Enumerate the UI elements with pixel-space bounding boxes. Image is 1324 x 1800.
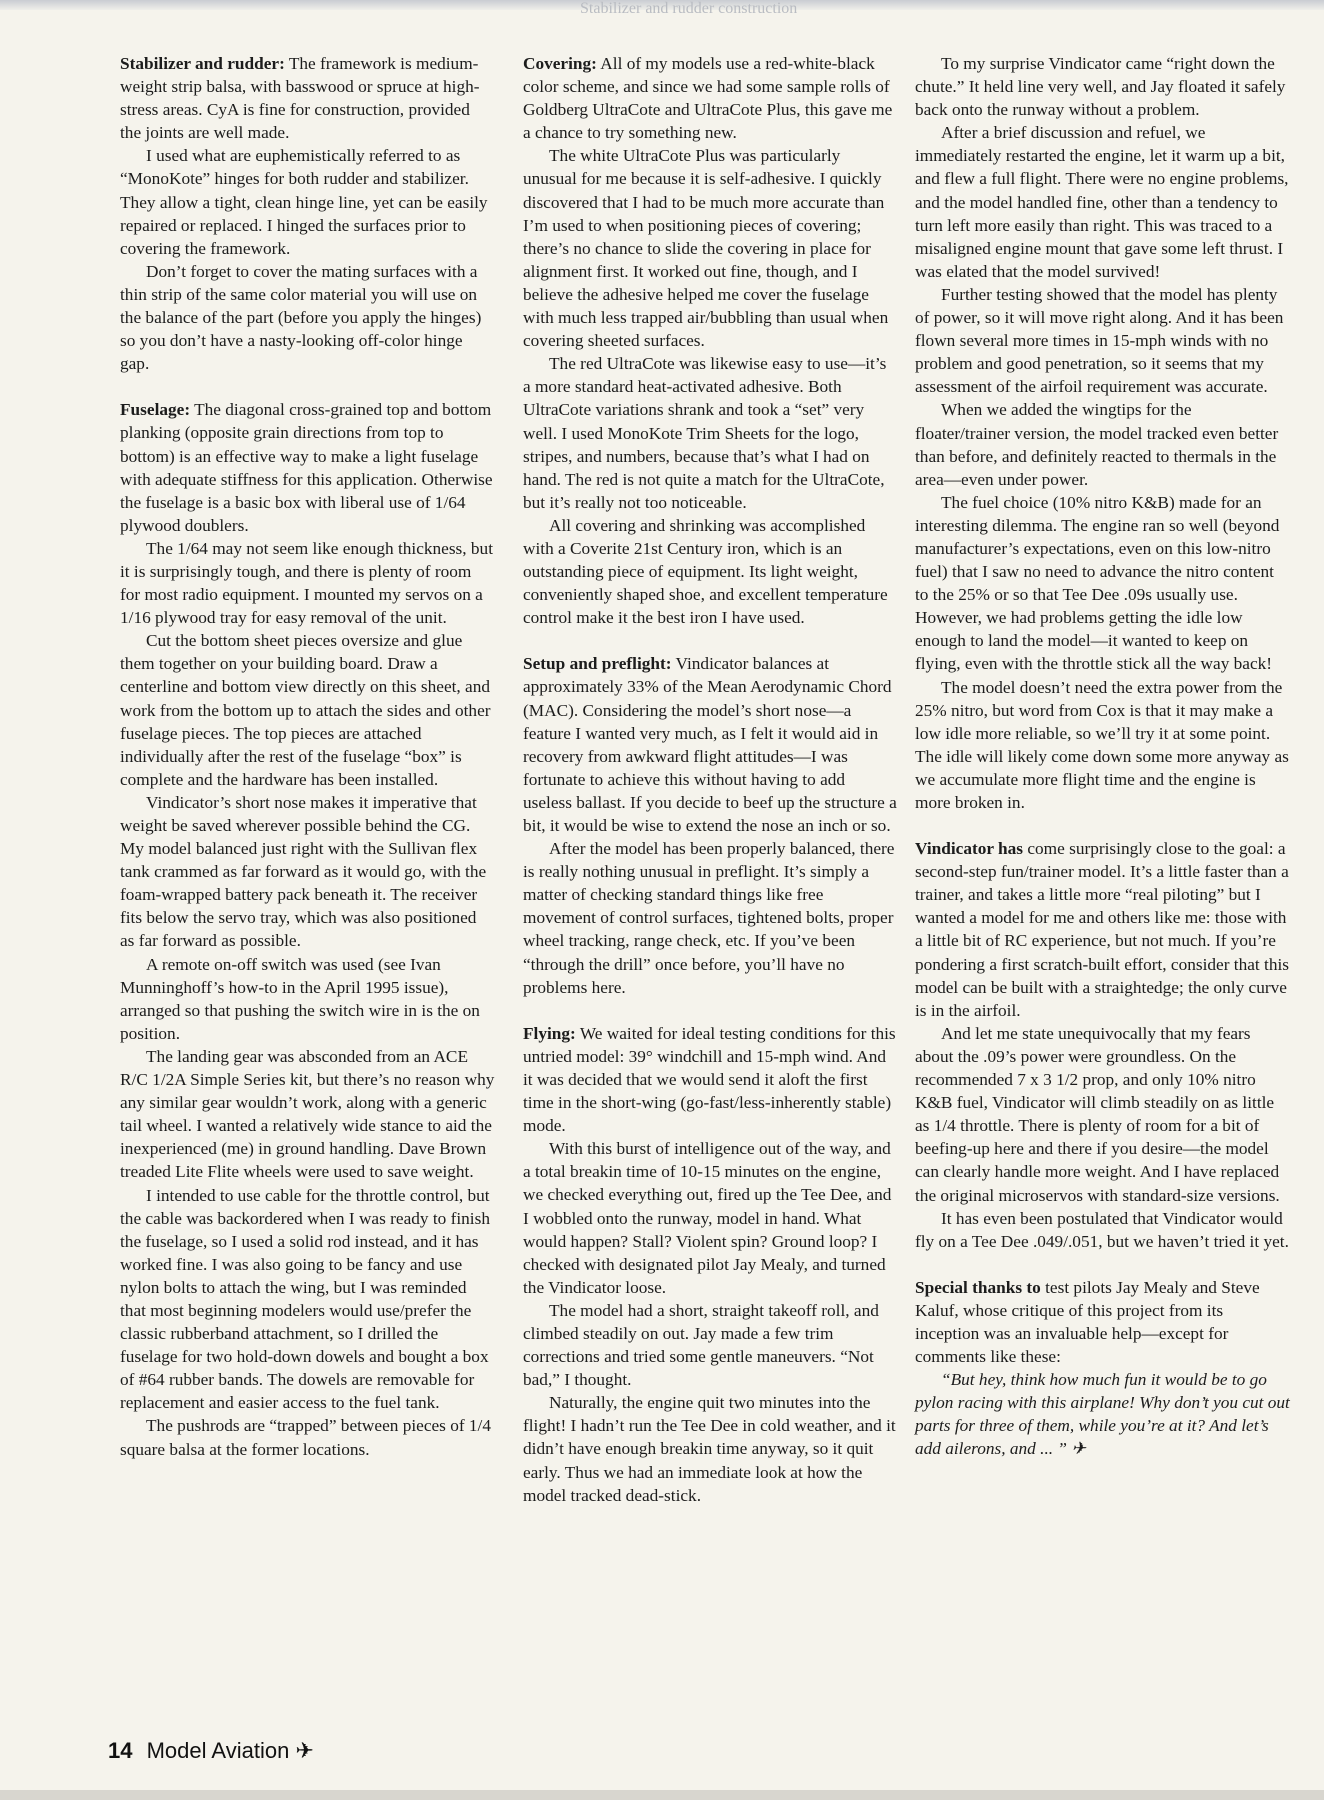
paragraph-text: The white UltraCote Plus was particularly unusual for me because it is self-adhesive. I quickly discovered that I had to be much more accurate than I’m used to when positioning pieces of covering; there’s no chance to slide the covering in place for alignment first. It worked out fine, though, and I believe the adhesive helped me cover the fuselage with much less trapped air/bubbling than usual when covering sheeted surfaces. <box>523 146 889 351</box>
pull-quote: “But hey, think how much fun it would be to go pylon racing with this airplane! Why don’t you cut out parts for three of them, while you’re at it? And let’s add ailerons, and ... ” ✈ <box>915 1370 1290 1459</box>
paragraph-text: The 1/64 may not seem like enough thickness, but it is surprisingly tough, and there is plenty of room for most radio equipment. I mounted my servos on a 1/16 plywood tray for easy removal of the unit. <box>120 538 494 628</box>
paragraph <box>523 144 898 352</box>
paragraph <box>523 1299 898 1391</box>
paragraph <box>915 1022 1290 1207</box>
paragraph-text: A remote on-off switch was used (see Ivan Munninghoff’s how-to in the April 1995 issue), arranged so that pushing the switch wire in is the on position. <box>120 954 480 1043</box>
paragraph <box>120 791 495 953</box>
paragraph <box>120 260 495 375</box>
page-footer <box>108 1738 314 1764</box>
paragraph <box>120 52 495 144</box>
paragraph-text: Naturally, the engine quit two minutes into the flight! I hadn’t run the Tee Dee in cold weather, and it didn’t have enough breakin time anyway, so it quit early. Thus we had an immediate look at how the model tracked dead-stick. <box>523 1393 896 1505</box>
section-lead: Covering: <box>523 54 597 73</box>
section-lead: Stabilizer and rudder: <box>120 54 285 73</box>
paragraph-text: After the model has been properly balanced, there is really nothing unusual in preflight. It’s simply a matter of checking standard things like free movement of control surfaces, tightened bolts, proper wheel tracking, range check, etc. If you’ve been “through the drill” once before, you’ll have no problems here. <box>523 839 895 997</box>
paragraph <box>120 398 495 537</box>
paragraph-text: The fuel choice (10% nitro K&B) made for an interesting dilemma. The engine ran so well (beyond manufacturer’s expectations, even on this low-nitro fuel) that I saw no need to advance the nitro content to the 25% or so that Tee Dee .09s usually use. However, we had problems getting the idle low enough to land the model—it wanted to keep on flying, even with the throttle stick all the way back! <box>915 492 1280 674</box>
paragraph-text: Cut the bottom sheet pieces oversize and glue them together on your building board. Draw a centerline and bottom view directly on this sheet, and work from the bottom up to attach the sides and other fuselage pieces. The top pieces are attached individually after the rest of the fuselage “box” is complete and the hardware has been installed. <box>120 631 491 789</box>
paragraph-text: I intended to use cable for the throttle control, but the cable was backordered when I was ready to finish the fuselage, so I used a solid rod instead, and it has worked fine. I was also going to be fancy and use nylon bolts to attach the wing, but I was reminded that most beginning modelers would use/prefer the classic rubberband attachment, so I drilled the fuselage for two hold-down dowels and bought a box of #64 rubber bands. The dowels are removable for replacement and easier access to the fuel tank. <box>120 1185 490 1413</box>
paragraph-text: Further testing showed that the model has plenty of power, so it will move right along. And it has been flown several more times in 15-mph winds with no problem and good penetration, so it seems that my assessment of the airfoil requirement was accurate. <box>915 284 1284 397</box>
paragraph <box>120 144 495 259</box>
paragraph-text: The diagonal cross-grained top and bottom planking (opposite grain directions from top to bottom) is an effective way to make a light fuselage with adequate stiffness for this application. Otherwise the fuselage is a basic box with liberal use of 1/64 plywood doublers. <box>120 400 493 535</box>
paragraph-text: To my surprise Vindicator came “right down the chute.” It held line very well, and Jay floated it safely back onto the runway without a problem. <box>915 54 1286 120</box>
paragraph <box>915 398 1290 490</box>
paragraph <box>915 1207 1290 1253</box>
paragraph <box>120 629 495 791</box>
top-bleed-text: Stabilizer and rudder construction <box>580 0 798 17</box>
paragraph-text: The framework is medium-weight strip balsa, with basswood or spruce at high-stress areas. CyA is fine for construction, provided the joints are well made. <box>120 54 480 143</box>
paragraph <box>523 352 898 514</box>
paragraph-text: come surprisingly close to the goal: a second-step fun/trainer model. It’s a little faster than a trainer, and takes a little more “real piloting” but I wanted a model for me and others like me: those with a little bit of RC experience, but not much. If you’re pondering a first scratch-built effort, consider that this model can be built with a straightedge; the only curve is in the airfoil. <box>915 839 1290 1020</box>
paragraph <box>523 52 898 144</box>
paragraph <box>915 52 1290 121</box>
paragraph-text: And let me state unequivocally that my fears about the .09’s power were groundless. On the recommended 7 x 3 1/2 prop, and only 10% nitro K&B fuel, Vindicator will climb steadily on as little as 1/4 throttle. There is plenty of room for a bit of beefing-up here and there if you desire—the model can clearly handle more weight. And I have replaced the original microservos with standard-size versions. <box>915 1023 1280 1205</box>
paragraph-text: Don’t forget to cover the mating surfaces with a thin strip of the same color material you will use on the balance of the part (before you apply the hinges) so you don’t have a nasty-looking off-color hinge gap. <box>120 261 482 374</box>
paragraph-text: The model doesn’t need the extra power from the 25% nitro, but word from Cox is that it may make a low idle more reliable, so we’ll try it at some point. The idle will likely come down some more anyway as we accumulate more flight time and the engine is more broken in. <box>915 677 1289 812</box>
paragraph <box>120 537 495 629</box>
paragraph <box>523 1022 898 1137</box>
paragraph <box>915 121 1290 283</box>
paragraph-text: All of my models use a red-white-black color scheme, and since we had some sample rolls of Goldberg UltraCote and UltraCote Plus, this gave me a chance to try something new. <box>523 54 893 143</box>
paragraph-text: The red UltraCote was likewise easy to use—it’s a more standard heat-activated adhesive. Both UltraCote variations shrank and took a “set” very well. I used MonoKote Trim Sheets for the logo, stripes, and numbers, because that’s what I had on hand. The red is not quite a match for the UltraCote, but it’s really not too noticeable. <box>523 354 887 512</box>
paragraph <box>523 652 898 837</box>
paragraph <box>915 491 1290 676</box>
paragraph-text: We waited for ideal testing conditions for this untried model: 39° windchill and 15-mph wind. And it was decided that we would send it aloft the first time in the short-wing (go-fast/less-inherently stable) mode. <box>523 1023 896 1136</box>
page-number: 14 <box>108 1738 133 1763</box>
section-lead: Special thanks to <box>915 1277 1041 1297</box>
paragraph-text: The landing gear was absconded from an ACE R/C 1/2A Simple Series kit, but there’s no reason why any similar gear wouldn’t work, along with a generic tail wheel. I wanted a relatively wide stance to aid the inexperienced (me) in ground handling. Dave Brown treaded Lite Flite wheels were used to save weight. <box>120 1046 495 1182</box>
column-3 <box>915 52 1290 1461</box>
paragraph-text: With this burst of intelligence out of the way, and a total breakin time of 10-15 minutes on the engine, we checked everything out, fired up the Tee Dee, and I wobbled onto the runway, model in hand. What would happen? Stall? Violent spin? Ground loop? I checked with designated pilot Jay Mealy, and turned the Vindicator loose. <box>523 1139 892 1297</box>
section-lead: Vindicator has <box>915 839 1024 859</box>
paragraph <box>523 514 898 629</box>
section-lead: Flying: <box>523 1023 576 1043</box>
paragraph-text: When we added the wingtips for the floater/trainer version, the model tracked even better than before, and definitely reacted to thermals in the area—even under power. <box>915 400 1279 489</box>
paragraph <box>120 1414 495 1460</box>
paragraph <box>915 837 1290 1022</box>
paragraph <box>523 1137 898 1299</box>
section-lead: Setup and preflight: <box>523 654 672 674</box>
magazine-name: Model Aviation <box>146 1738 290 1763</box>
plane-icon: ✈ <box>295 1738 314 1763</box>
paragraph <box>915 283 1290 398</box>
bottom-edge <box>0 1790 1324 1800</box>
paragraph-text: Vindicator’s short nose makes it imperative that weight be saved wherever possible behind the CG. My model balanced just right with the Sullivan flex tank crammed as far forward as it would go, with the foam-wrapped battery pack beneath it. The receiver fits below the servo tray, which was also positioned as far forward as possible. <box>120 792 487 951</box>
paragraph <box>120 1184 495 1415</box>
paragraph-text: test pilots Jay Mealy and Steve Kaluf, whose critique of this project from its inception was an invaluable help—except for comments like these: <box>915 1277 1260 1367</box>
article-body <box>120 52 1290 1692</box>
column-1 <box>120 52 495 1461</box>
column-2 <box>523 52 898 1507</box>
paragraph-text: After a brief discussion and refuel, we immediately restarted the engine, let it warm up a bit, and flew a full flight. There were no engine problems, and the model handled fine, other than a tendency to turn left more easily than right. This was traced to a misaligned engine mount that gave some left thrust. I was elated that the model survived! <box>915 123 1289 281</box>
section-lead: Fuselage: <box>120 400 191 420</box>
paragraph <box>120 953 495 1045</box>
paragraph <box>523 1391 898 1506</box>
paragraph-text: Vindicator balances at approximately 33% of the Mean Aerodynamic Chord (MAC). Considering the model’s short nose—a feature I wanted very much, as I felt it would aid in recovery from awkward flight attitudes—I was fortunate to achieve this without having to add useless ballast. If you decide to beef up the structure a bit, it would be wise to extend the nose an inch or so. <box>523 654 897 835</box>
paragraph <box>915 676 1290 815</box>
paragraph-text: It has even been postulated that Vindicator would fly on a Tee Dee .049/.051, but we haven’t tried it yet. <box>915 1208 1289 1251</box>
paragraph <box>915 1276 1290 1368</box>
paragraph <box>523 837 898 999</box>
paragraph <box>120 1045 495 1184</box>
paragraph-text: I used what are euphemistically referred to as “MonoKote” hinges for both rudder and stabilizer. They allow a tight, clean hinge line, yet can be easily repaired or replaced. I hinged the surfaces prior to covering the framework. <box>120 146 488 258</box>
paragraph-text: All covering and shrinking was accomplished with a Coverite 21st Century iron, which is an outstanding piece of equipment. Its light weight, conveniently shaped shoe, and excellent temperature control make it the best iron I have used. <box>523 515 888 628</box>
paragraph-text: The model had a short, straight takeoff roll, and climbed steadily on out. Jay made a few trim corrections and tried some gentle maneuvers. “Not bad,” I thought. <box>523 1300 879 1390</box>
paragraph-text: The pushrods are “trapped” between pieces of 1/4 square balsa at the former locations. <box>120 1416 492 1459</box>
